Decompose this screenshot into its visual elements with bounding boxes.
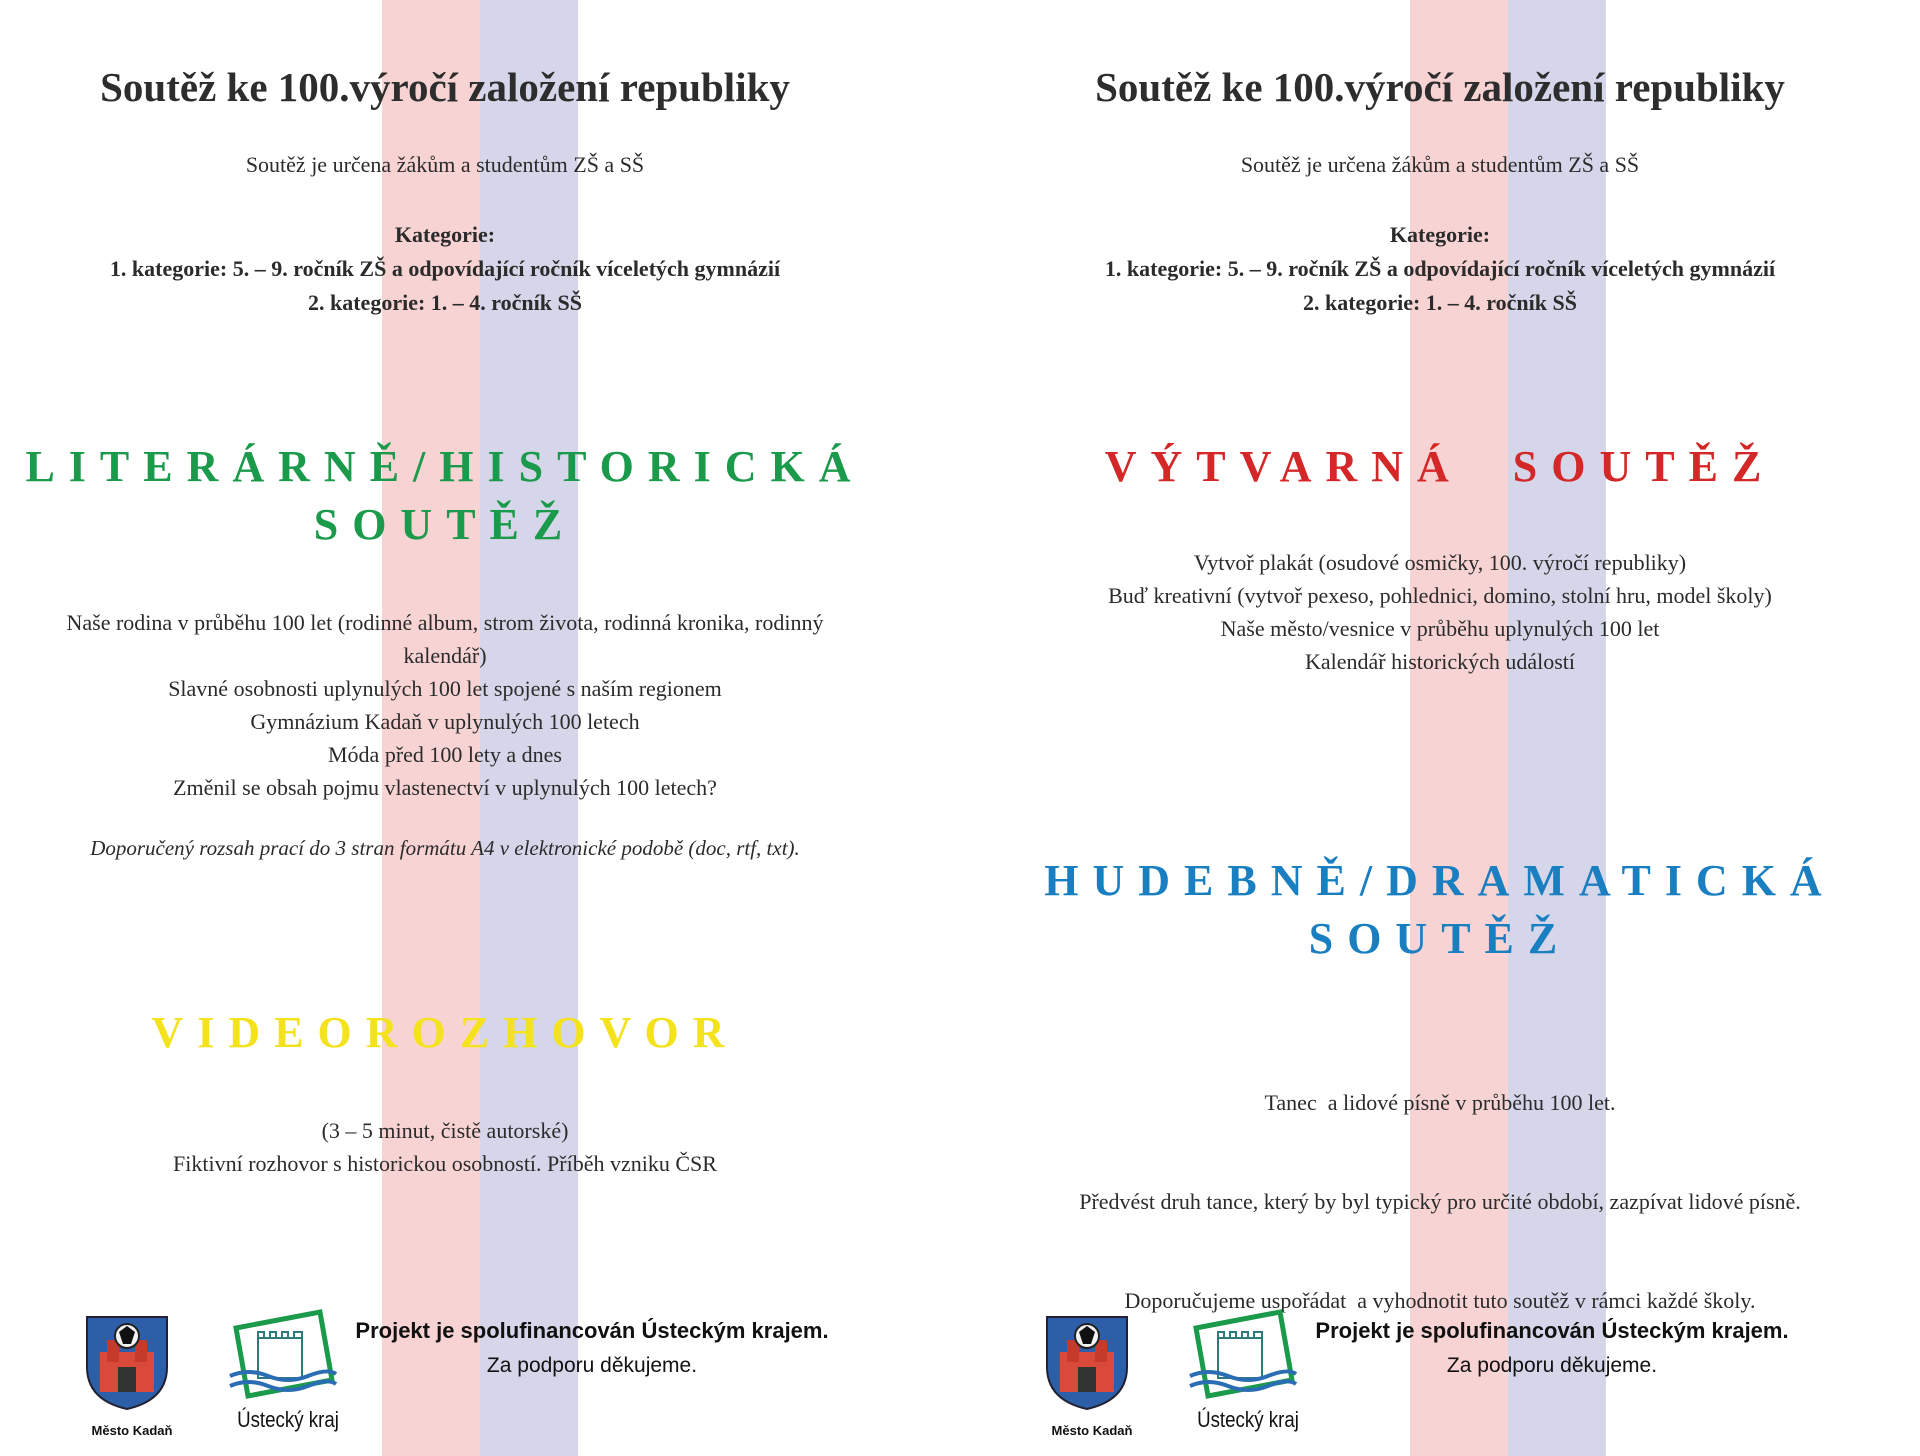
poster-subtitle: Soutěž je určena žákům a studentům ZŠ a SŠ [245, 152, 645, 177]
sponsor-footer [0, 1300, 890, 1456]
video-heading: VIDEOROZHOVOR [151, 1008, 739, 1057]
poster-title: Soutěž ke 100.výročí založení republiky [100, 64, 790, 110]
list-item: Doporučujeme uspořádat a vyhodnotit tuto soutěž v rámci každé školy. [1124, 1288, 1756, 1313]
sponsor-line-1: Projekt je spolufinancován Ústeckým krajem. [355, 1318, 829, 1343]
poster-title: Soutěž ke 100.výročí založení republiky [1095, 64, 1785, 110]
music-heading [1010, 852, 1870, 968]
kadan-caption: Město Kadaň [1051, 1423, 1133, 1438]
list-item: Buď kreativní (vytvoř pexeso, pohlednici, domino, stolní hru, model školy) [1108, 583, 1772, 608]
music-heading-line1: HUDEBNĚ/DRAMATICKÁ [1044, 856, 1836, 905]
list-item: Fiktivní rozhovor s historickou osobností. Příběh vzniku ČSR [173, 1151, 717, 1176]
categories [1010, 218, 1870, 320]
kadan-caption: Město Kadaň [91, 1423, 173, 1438]
list-item: Naše rodina v průběhu 100 let (rodinné album, strom života, rodinná kronika, rodinný [66, 610, 824, 635]
category-2: 2. kategorie: 1. – 4. ročník SŠ [1303, 290, 1577, 315]
right-poster [960, 0, 1920, 1456]
sponsor-line-2: Za podporu děkujeme. [486, 1354, 698, 1377]
sponsor-line-1: Projekt je spolufinancován Ústeckým krajem. [1315, 1318, 1789, 1343]
categories-heading: Kategorie: [1389, 222, 1491, 247]
list-item: Vytvoř plakát (osudové osmičky, 100. výročí republiky) [1193, 550, 1687, 575]
list-item: Tanec a lidové písně v průběhu 100 let. [1264, 1090, 1616, 1115]
kraj-caption: Ústecký kraj [1197, 1407, 1299, 1432]
kraj-caption: Ústecký kraj [237, 1407, 339, 1432]
categories-heading: Kategorie: [394, 222, 496, 247]
sponsor-line-2: Za podporu děkujeme. [1446, 1354, 1658, 1377]
list-item: Móda před 100 lety a dnes [328, 742, 562, 767]
sponsor-text [1312, 1318, 1792, 1378]
literary-topics [0, 606, 890, 804]
category-1: 1. kategorie: 5. – 9. ročník ZŠ a odpovídající ročník víceletých gymnázií [1104, 256, 1776, 281]
ustecky-kraj-logo [228, 1308, 348, 1433]
list-item: kalendář) [403, 643, 487, 668]
list-item: (3 – 5 minut, čistě autorské) [321, 1118, 569, 1143]
art-heading: VÝTVARNÁ SOUTĚŽ [1104, 442, 1776, 491]
list-item: Naše město/vesnice v průběhu uplynulých 100 let [1220, 616, 1660, 641]
music-heading-line2: SOUTĚŽ [1308, 914, 1572, 963]
literary-heading [0, 438, 890, 554]
art-topics [1010, 546, 1870, 678]
video-topics [0, 1114, 890, 1180]
list-item: Změnil se obsah pojmu vlastenectví v uplynulých 100 letech? [173, 775, 717, 800]
kadan-coat-of-arms-logo [1042, 1312, 1142, 1438]
literary-note: Doporučený rozsah prací do 3 stran formátu A4 v elektronické podobě (doc, rtf, txt). [90, 836, 800, 860]
category-2: 2. kategorie: 1. – 4. ročník SŠ [308, 290, 582, 315]
ustecky-kraj-logo [1188, 1308, 1308, 1433]
list-item: Slavné osobnosti uplynulých 100 let spojené s naším regionem [168, 676, 722, 701]
sponsor-text [352, 1318, 832, 1378]
poster-subtitle: Soutěž je určena žákům a studentům ZŠ a SŠ [1240, 152, 1640, 177]
kadan-coat-of-arms-logo [82, 1312, 182, 1438]
list-item: Kalendář historických událostí [1304, 649, 1576, 674]
category-1: 1. kategorie: 5. – 9. ročník ZŠ a odpovídající ročník víceletých gymnázií [109, 256, 781, 281]
sponsor-footer [960, 1300, 1920, 1456]
literary-heading-line2: SOUTĚŽ [313, 500, 577, 549]
list-item: Předvést druh tance, který by byl typický pro určité období, zazpívat lidové písně. [1079, 1189, 1801, 1214]
categories [0, 218, 890, 320]
literary-heading-line1: LITERÁRNĚ/HISTORICKÁ [25, 442, 865, 491]
list-item: Gymnázium Kadaň v uplynulých 100 letech [250, 709, 640, 734]
